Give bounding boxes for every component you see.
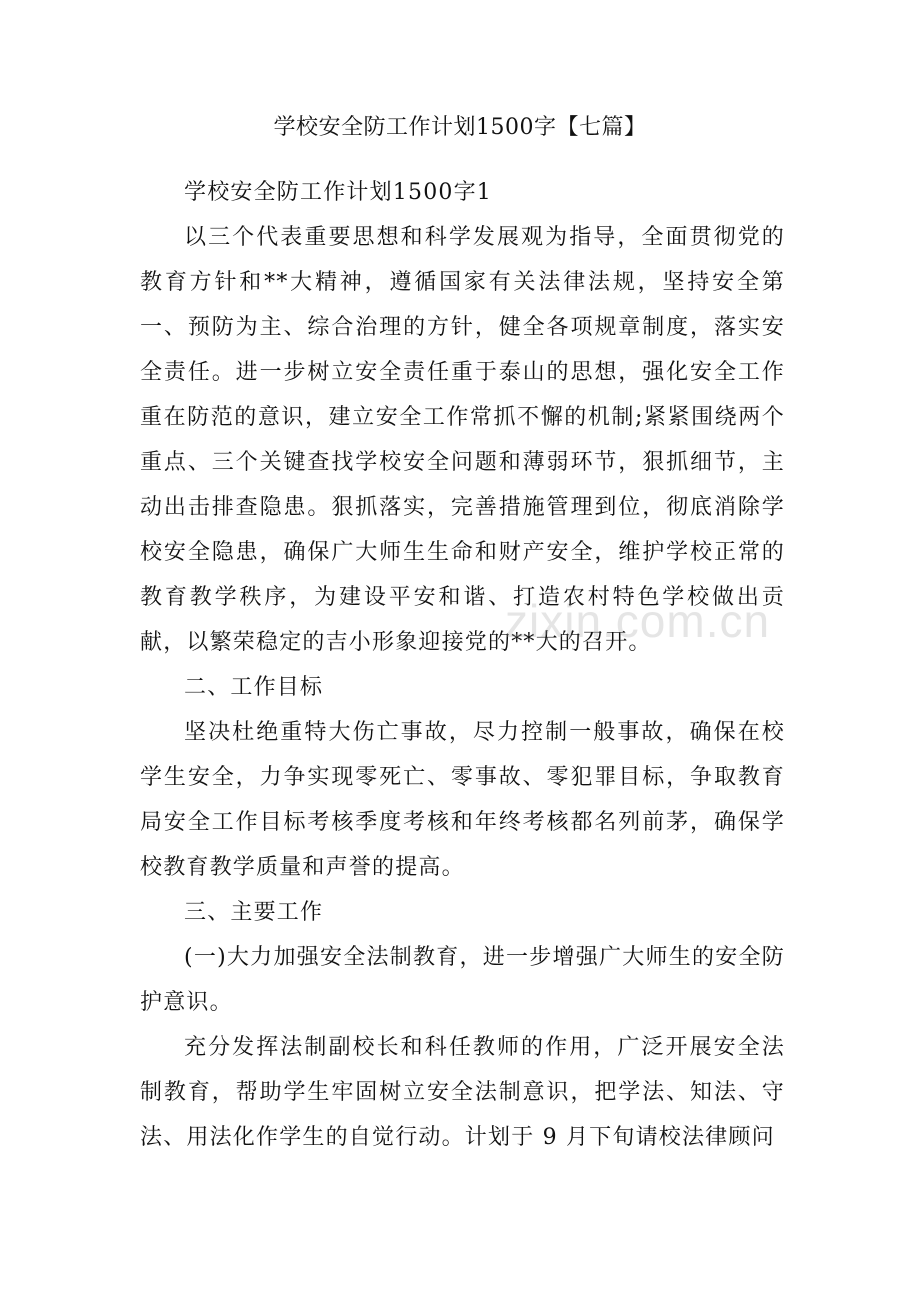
document-title: 学校安全防工作计划1500字【七篇】 <box>273 115 647 140</box>
section-heading: 学校安全防工作计划1500字1 <box>184 180 492 205</box>
document-body <box>140 170 785 1160</box>
section-heading: 三、主要工作 <box>184 900 324 925</box>
paragraph: (一)大力加强安全法制教育，进一步增强广大师生的安全防护意识。 <box>140 945 785 1015</box>
paragraph: 以三个代表重要思想和科学发展观为指导，全面贯彻党的教育方针和**大精神，遵循国家有关法律法规，坚持安全第一、预防为主、综合治理的方针，健全各项规章制度，落实安全责任。进一步树立安全责任重于泰山的思想，强化安全工作重在防范的意识，建立安全工作常抓不懈的机制;紧紧围绕两个重点、三个关键查找学校安全问题和薄弱环节，狠抓细节，主动出击排查隐患。狠抓落实，完善措施管理到位，彻底消除学校安全隐患，确保广大师生生命和财产安全，维护学校正常的教育教学秩序，为建设平安和谐、打造农村特色学校做出贡献，以繁荣稳定的吉小形象迎接党的**大的召开。 <box>140 225 785 655</box>
watermark: zixin.com.cn <box>505 595 771 647</box>
paragraph: 坚决杜绝重特大伤亡事故，尽力控制一般事故，确保在校学生安全，力争实现零死亡、零事故、零犯罪目标，争取教育局安全工作目标考核季度考核和年终考核都名列前茅，确保学校教育教学质量和声誉的提高。 <box>140 720 785 880</box>
section-heading: 二、工作目标 <box>184 675 324 700</box>
paragraph: 充分发挥法制副校长和科任教师的作用，广泛开展安全法制教育，帮助学生牢固树立安全法制意识，把学法、知法、守法、用法化作学生的自觉行动。计划于 9 月下旬请校法律顾问 <box>140 1035 785 1150</box>
